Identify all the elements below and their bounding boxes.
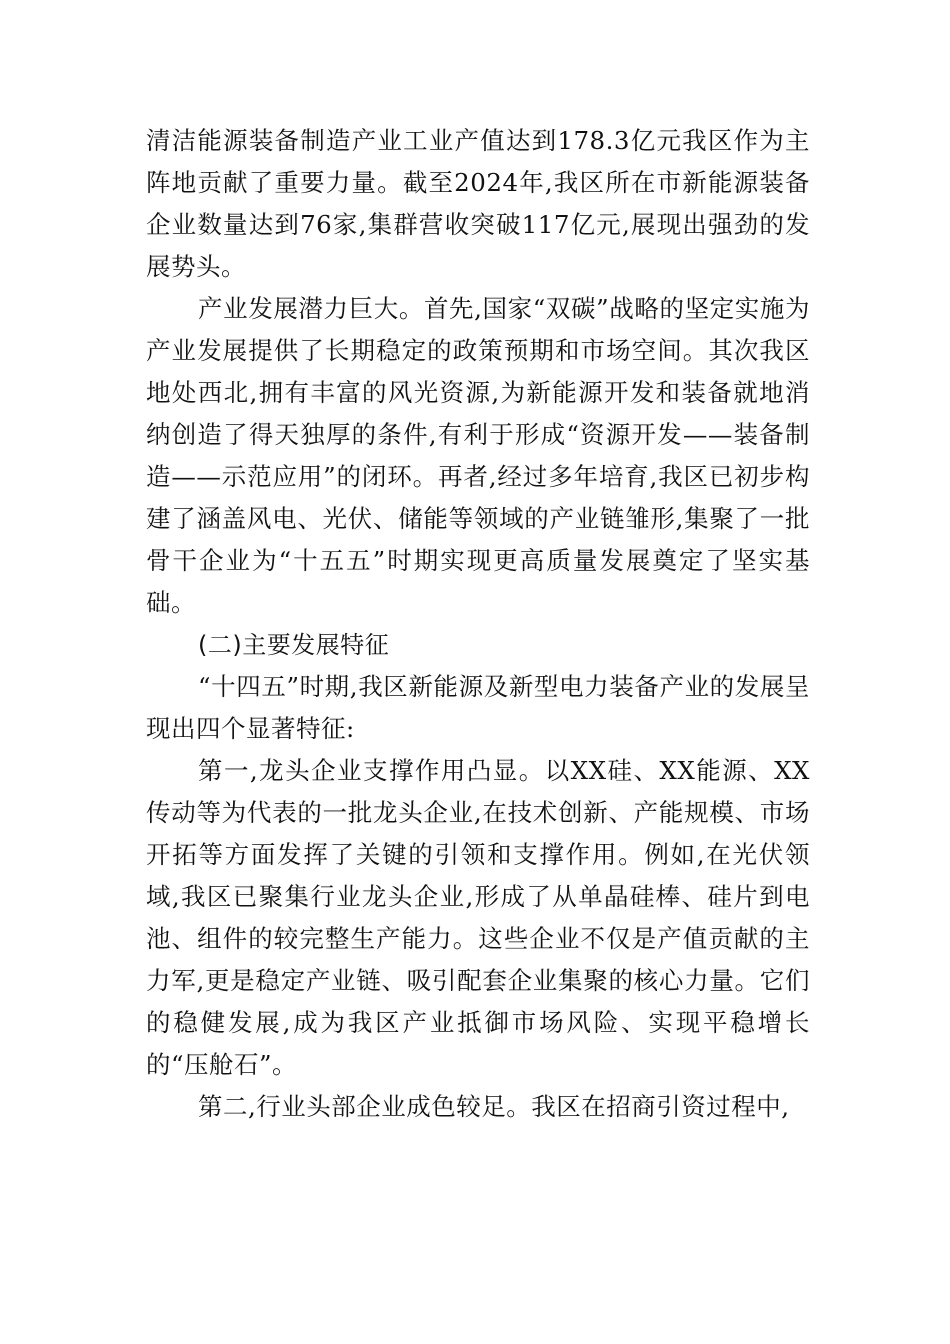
paragraph-output-value: 清洁能源装备制造产业工业产值达到178.3亿元我区作为主阵地贡献了重要力量。截至2024年,我区所在市新能源装备企业数量达到76家,集群营收突破117亿元,展现出强劲的发展势头。: [146, 126, 810, 281]
paragraph-feature-two: 第二,行业头部企业成色较足。我区在招商引资过程中,: [198, 1092, 790, 1121]
section-heading-main-features: (二)主要发展特征: [198, 631, 390, 659]
document-body: [146, 120, 810, 1128]
paragraph-feature-one: 第一,龙头企业支撑作用凸显。以XX硅、XX能源、XX传动等为代表的一批龙头企业,在技术创新、产能规模、市场开拓等方面发挥了关键的引领和支撑作用。例如,在光伏领域,我区已聚集行业龙头企业,形成了从单晶硅棒、硅片到电池、组件的较完整生产能力。这些企业不仅是产值贡献的主力军,更是稳定产业链、吸引配套企业集聚的核心力量。它们的稳健发展,成为我区产业抵御市场风险、实现平稳增长的“压舱石”。: [146, 756, 810, 1079]
paragraph-development-potential: 产业发展潜力巨大。首先,国家“双碳”战略的坚定实施为产业发展提供了长期稳定的政策预期和市场空间。其次我区地处西北,拥有丰富的风光资源,为新能源开发和装备就地消纳创造了得天独厚的条件,有利于形成“资源开发——装备制造——示范应用”的闭环。再者,经过多年培育,我区已初步构建了涵盖风电、光伏、储能等领域的产业链雏形,集聚了一批骨干企业为“十五五”时期实现更高质量发展奠定了坚实基础。: [146, 294, 810, 617]
paragraph-features-intro: “十四五”时期,我区新能源及新型电力装备产业的发展呈现出四个显著特征:: [146, 672, 810, 743]
